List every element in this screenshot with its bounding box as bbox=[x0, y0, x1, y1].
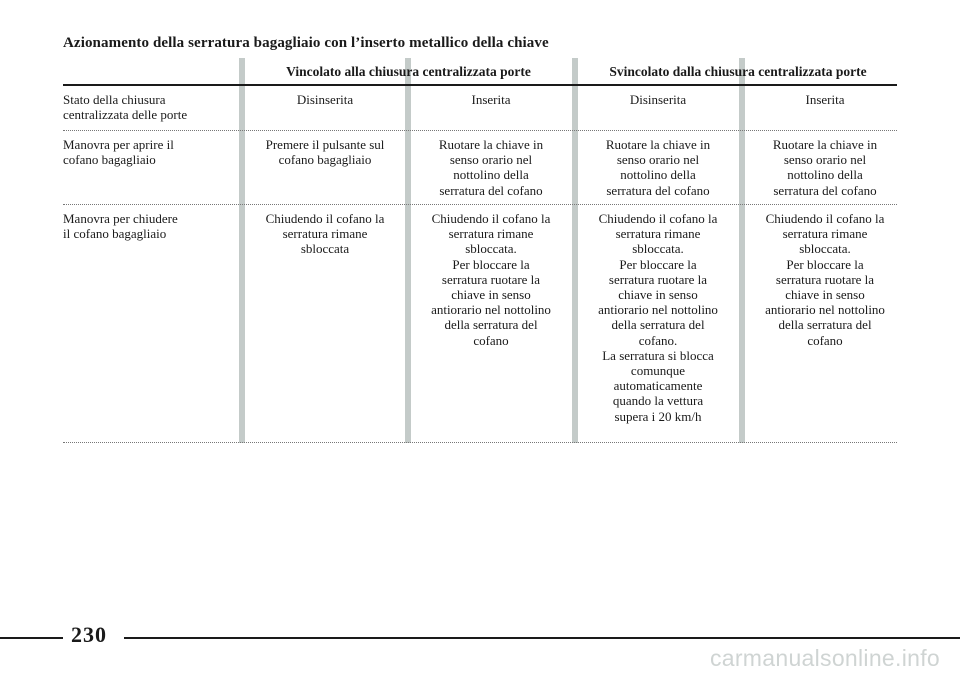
cell-text-line: Per bloccare la bbox=[452, 256, 530, 272]
cell-text-line: nottolino della bbox=[620, 167, 696, 183]
header-rule bbox=[63, 84, 897, 86]
cell-text-line: sbloccata bbox=[300, 241, 350, 257]
header-unlinked-central-locking: Svincolato dalla chiusura centralizzata porte bbox=[609, 64, 867, 79]
cell-text-line: Ruotare la chiave in bbox=[605, 137, 711, 152]
table-cell bbox=[578, 92, 738, 107]
cell-text-line: serratura ruotare la bbox=[441, 271, 541, 287]
row-divider bbox=[63, 130, 897, 131]
cell-text-line: serratura ruotare la bbox=[608, 271, 708, 287]
cell-text-line: serratura del cofano bbox=[606, 182, 710, 198]
row-label-line: Manovra per aprire il bbox=[63, 137, 174, 152]
footer-rule-right bbox=[124, 637, 960, 639]
cell-text-line: sbloccata. bbox=[799, 241, 851, 257]
cell-text-line: serratura rimane bbox=[615, 226, 701, 242]
cell-text-line: senso orario nel bbox=[616, 152, 700, 168]
page-title: Azionamento della serratura bagagliaio con l’inserto metallico della chiave bbox=[63, 35, 549, 51]
cell-text-line: La serratura si blocca bbox=[602, 347, 714, 363]
table-cell bbox=[411, 92, 571, 107]
cell-text-line: chiave in senso bbox=[618, 287, 698, 303]
cell-text-line: della serratura del bbox=[778, 317, 872, 333]
cell-text-line: chiave in senso bbox=[451, 287, 531, 303]
cell-text-line: chiave in senso bbox=[785, 287, 865, 303]
cell-text-line: serratura rimane bbox=[782, 226, 868, 242]
row-divider bbox=[63, 204, 897, 205]
cell-text-line: supera i 20 km/h bbox=[614, 408, 702, 424]
cell-text-line: automaticamente bbox=[613, 378, 703, 394]
table-cell bbox=[578, 137, 738, 198]
cell-text-line: antiorario nel nottolino bbox=[765, 302, 885, 318]
cell-text-line: Chiudendo il cofano la bbox=[431, 211, 551, 226]
table-cell bbox=[745, 137, 905, 198]
cell-text-line: della serratura del bbox=[611, 317, 705, 333]
cell-text-line: Inserita bbox=[471, 92, 511, 107]
cell-text-line: Ruotare la chiave in bbox=[772, 137, 878, 152]
cell-text-line: cofano. bbox=[638, 332, 678, 348]
cell-text-line: cofano bagagliaio bbox=[278, 152, 372, 168]
cell-text-line: Disinserita bbox=[629, 92, 687, 107]
row-label bbox=[63, 211, 238, 241]
table-cell bbox=[245, 211, 405, 257]
page-number: 230 bbox=[71, 622, 107, 647]
cell-text-line: Premere il pulsante sul bbox=[265, 137, 385, 152]
footer-rule-left bbox=[0, 637, 63, 639]
row-label-line: il cofano bagagliaio bbox=[63, 226, 167, 242]
row-label bbox=[63, 137, 238, 167]
cell-text-line: Inserita bbox=[805, 92, 845, 107]
cell-text-line: serratura ruotare la bbox=[775, 271, 875, 287]
watermark: carmanualsonline.info bbox=[709, 645, 940, 671]
cell-text-line: serratura rimane bbox=[282, 226, 368, 242]
row-divider bbox=[63, 442, 897, 443]
header-linked-central-locking: Vincolato alla chiusura centralizzata porte bbox=[286, 64, 531, 79]
cell-text-line: quando la vettura bbox=[612, 393, 704, 409]
cell-text-line: sbloccata. bbox=[465, 241, 517, 257]
cell-text-line: nottolino della bbox=[787, 167, 863, 183]
row-label bbox=[63, 92, 238, 122]
cell-text-line: Chiudendo il cofano la bbox=[598, 211, 718, 226]
table-cell bbox=[745, 92, 905, 107]
row-label-line: Manovra per chiudere bbox=[63, 211, 178, 226]
cell-text-line: comunque bbox=[630, 363, 686, 379]
cell-text-line: Per bloccare la bbox=[786, 256, 864, 272]
cell-text-line: antiorario nel nottolino bbox=[598, 302, 718, 318]
cell-text-line: senso orario nel bbox=[449, 152, 533, 168]
cell-text-line: cofano bbox=[807, 332, 843, 348]
cell-text-line: Disinserita bbox=[296, 92, 354, 107]
cell-text-line: cofano bbox=[473, 332, 509, 348]
cell-text-line: serratura del cofano bbox=[439, 182, 543, 198]
row-label-line: cofano bagagliaio bbox=[63, 152, 156, 168]
cell-text-line: Chiudendo il cofano la bbox=[765, 211, 885, 226]
row-label-line: centralizzata delle porte bbox=[63, 107, 188, 123]
table-cell bbox=[411, 211, 571, 348]
cell-text-line: Per bloccare la bbox=[619, 256, 697, 272]
table-cell bbox=[245, 92, 405, 107]
row-label-line: Stato della chiusura bbox=[63, 92, 166, 107]
cell-text-line: serratura rimane bbox=[448, 226, 534, 242]
cell-text-line: Chiudendo il cofano la bbox=[265, 211, 385, 226]
cell-text-line: nottolino della bbox=[453, 167, 529, 183]
table-cell bbox=[745, 211, 905, 348]
cell-text-line: senso orario nel bbox=[783, 152, 867, 168]
cell-text-line: antiorario nel nottolino bbox=[431, 302, 551, 318]
table-cell bbox=[578, 211, 738, 424]
table-cell bbox=[411, 137, 571, 198]
cell-text-line: sbloccata. bbox=[632, 241, 684, 257]
cell-text-line: serratura del cofano bbox=[773, 182, 877, 198]
table-cell bbox=[245, 137, 405, 167]
cell-text-line: Ruotare la chiave in bbox=[438, 137, 544, 152]
cell-text-line: della serratura del bbox=[444, 317, 538, 333]
